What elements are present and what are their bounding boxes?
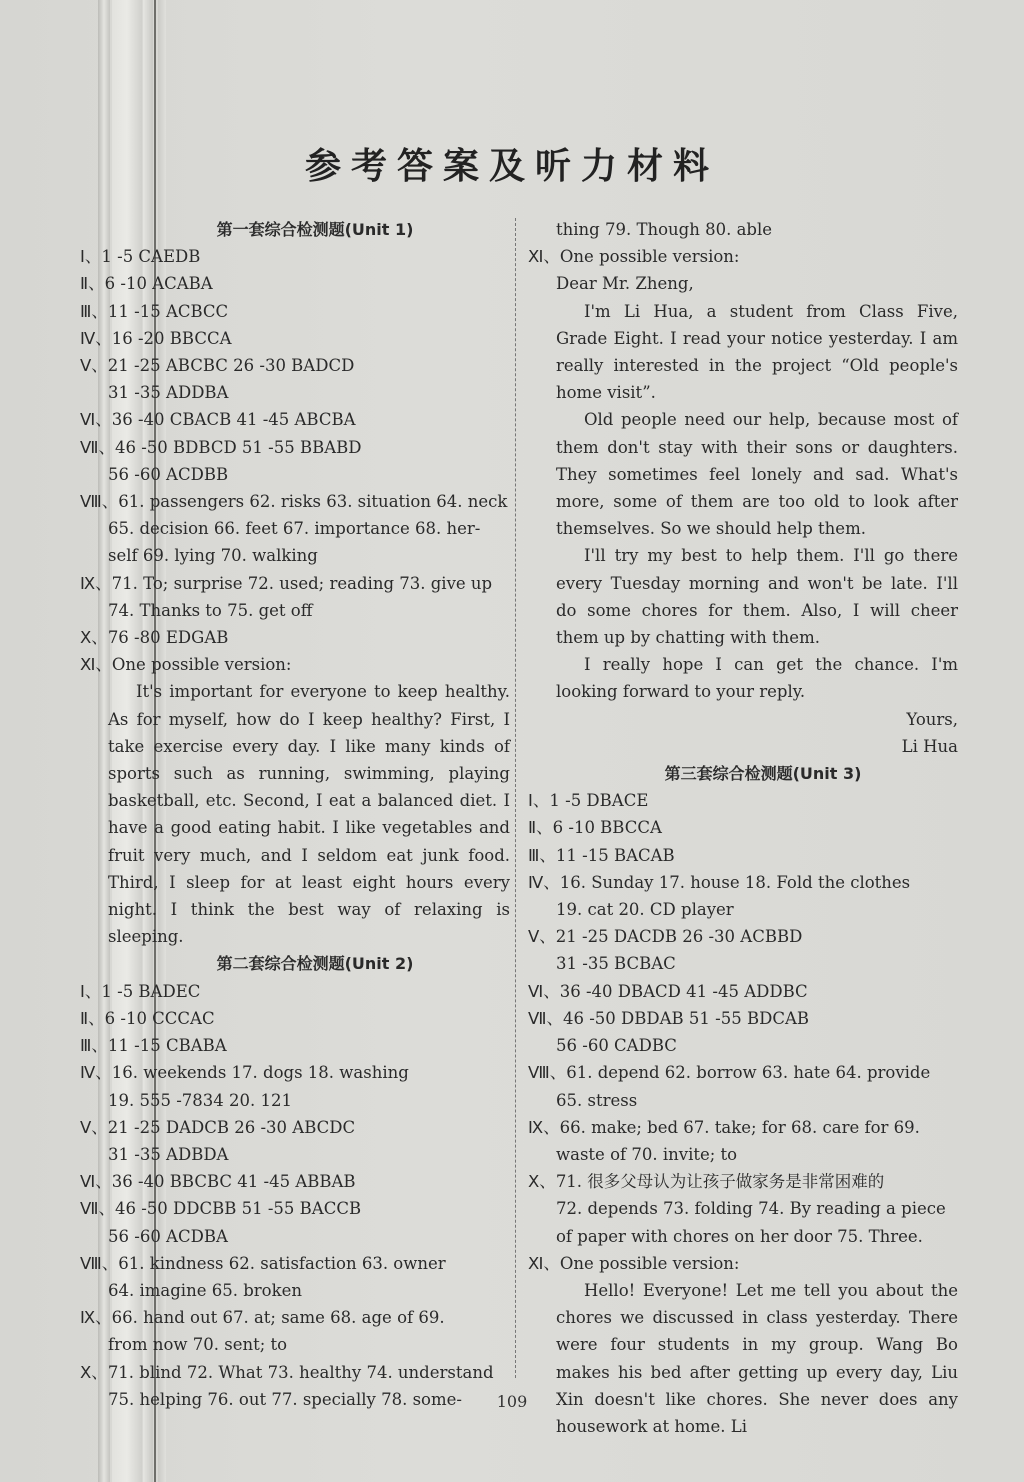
answer-line: 64. imagine 65. broken [108,1280,302,1300]
answer-line: Ⅶ、46 -50 DDCBB 51 -55 BACCB [80,1199,362,1219]
section-heading-unit3: 第三套综合检测题(Unit 3) [664,764,862,784]
answer-line: Ⅵ、36 -40 BBCBC 41 -45 ABBAB [80,1172,356,1192]
answer-line: Ⅷ、61. depend 62. borrow 63. hate 64. provide [528,1063,931,1083]
answer-line: Ⅹ、71. blind 72. What 73. healthy 74. understand [80,1362,494,1382]
answer-line: 56 -60 ACDBB [108,464,229,484]
letter-paragraph: I'm Li Hua, a student from Class Five, Grade Eight. I read your notice yesterday. I am really interested in the project “Old people's home visit”. [556,301,958,403]
answer-line: Ⅱ、6 -10 BBCCA [528,818,662,838]
answer-line: 19. cat 20. CD player [556,900,734,920]
letter-paragraph: Old people need our help, because most of them don't stay with their sons or daughters. They sometimes feel lonely and sad. What's more, some of them are too old to look after themselves. So we should help them. [556,410,958,539]
sample-essay: It's important for everyone to keep healthy. As for myself, how do I keep healthy? First, I take exercise every day. I like many kinds of sports such as running, swimming, playing basketball, etc. Second, I eat a balanced diet. I have a good eating habit. I like vegetables and fruit very much, and I seldom eat junk food. Third, I sleep for at least eight hours every night. I think the best way of relaxing is sleeping. [108,682,510,947]
answer-line: Ⅰ、1 -5 DBACE [528,791,649,811]
answer-line: Ⅺ、One possible version: [528,1253,740,1273]
answer-line: 56 -60 ACDBA [108,1226,228,1246]
answer-line: Ⅰ、1 -5 CAEDB [80,247,201,267]
answer-line: 75. helping 76. out 77. specially 78. some- [108,1389,462,1409]
answer-line: Ⅳ、16. weekends 17. dogs 18. washing [80,1063,409,1083]
section-heading-unit2: 第二套综合检测题(Unit 2) [216,954,414,974]
letter-closing: Yours, [906,709,958,729]
answer-line: 19. 555 -7834 20. 121 [108,1090,293,1110]
column-divider [515,218,516,1378]
letter-signature: Li Hua [901,736,958,756]
answer-line: Ⅱ、6 -10 CCCAC [80,1008,215,1028]
answer-line: Ⅷ、61. kindness 62. satisfaction 63. owner [80,1253,446,1273]
answer-line: 72. depends 73. folding 74. By reading a piece [556,1199,946,1219]
answer-line: Ⅲ、11 -15 ACBCC [80,301,229,321]
answer-line: of paper with chores on her door 75. Three. [556,1226,923,1246]
page-number: 109 [496,1392,528,1411]
answer-line: Ⅴ、21 -25 DACDB 26 -30 ACBBD [528,927,803,947]
answer-line: self 69. lying 70. walking [108,546,318,566]
answer-line: thing 79. Though 80. able [556,220,773,239]
answer-line: 56 -60 CADBC [556,1036,677,1056]
left-column [80,216,510,1413]
right-column [528,216,958,1440]
answer-line: Ⅷ、61. passengers 62. risks 63. situation 64. neck [80,492,508,512]
letter-paragraph: I'll try my best to help them. I'll go there every Tuesday morning and won't be late. I'll do some chores for them. Also, I will cheer them up by chatting with them. [556,546,958,648]
answer-line: Ⅱ、6 -10 ACABA [80,274,213,294]
answer-line: Ⅴ、21 -25 DADCB 26 -30 ABCDC [80,1117,356,1137]
answer-line: Ⅰ、1 -5 BADEC [80,981,201,1001]
letter-paragraph: I really hope I can get the chance. I'm looking forward to your reply. [556,655,958,702]
answer-line: Ⅸ、66. hand out 67. at; same 68. age of 69. [80,1308,445,1328]
answer-line: Ⅵ、36 -40 DBACD 41 -45 ADDBC [528,981,808,1001]
sample-essay: Hello! Everyone! Let me tell you about the chores we discussed in class yesterday. There were four students in my group. Wang Bo makes his bed after getting up every day, Liu Xin doesn't like chores. She never does any housework at home. Li [556,1280,958,1436]
answer-line: 74. Thanks to 75. get off [108,600,313,620]
answer-line: Ⅲ、11 -15 CBABA [80,1036,227,1056]
answer-line: Ⅹ、71. 很多父母认为让孩子做家务是非常困难的 [528,1172,885,1192]
answer-line: 65. stress [556,1090,638,1110]
answer-line: Ⅲ、11 -15 BACAB [528,845,675,865]
answer-line: Ⅸ、71. To; surprise 72. used; reading 73. give up [80,573,493,593]
answer-line: Ⅶ、46 -50 DBDAB 51 -55 BDCAB [528,1008,809,1028]
answer-line: Ⅺ、One possible version: [528,247,740,267]
answer-line: Ⅳ、16. Sunday 17. house 18. Fold the clothes [528,872,911,892]
answer-line: Ⅸ、66. make; bed 67. take; for 68. care for 69. [528,1117,920,1137]
answer-line: Ⅹ、76 -80 EDGAB [80,628,229,648]
section-heading-unit1: 第一套综合检测题(Unit 1) [216,220,414,239]
answer-line: 31 -35 BCBAC [556,954,676,974]
answer-line: 31 -35 ADBDA [108,1144,229,1164]
answer-line: 65. decision 66. feet 67. importance 68. her- [108,519,481,539]
page-title: 参考答案及听力材料 [304,145,719,187]
answer-line: 31 -35 ADDBA [108,383,229,403]
answer-line: from now 70. sent; to [108,1335,288,1355]
answer-line: waste of 70. invite; to [556,1144,738,1164]
letter-greeting: Dear Mr. Zheng, [556,274,694,294]
answer-line: Ⅺ、One possible version: [80,655,292,675]
answer-line: Ⅳ、16 -20 BBCCA [80,328,232,348]
answer-line: Ⅵ、36 -40 CBACB 41 -45 ABCBA [80,410,356,430]
answer-line: Ⅶ、46 -50 BDBCD 51 -55 BBABD [80,437,362,457]
answer-line: Ⅴ、21 -25 ABCBC 26 -30 BADCD [80,356,355,376]
